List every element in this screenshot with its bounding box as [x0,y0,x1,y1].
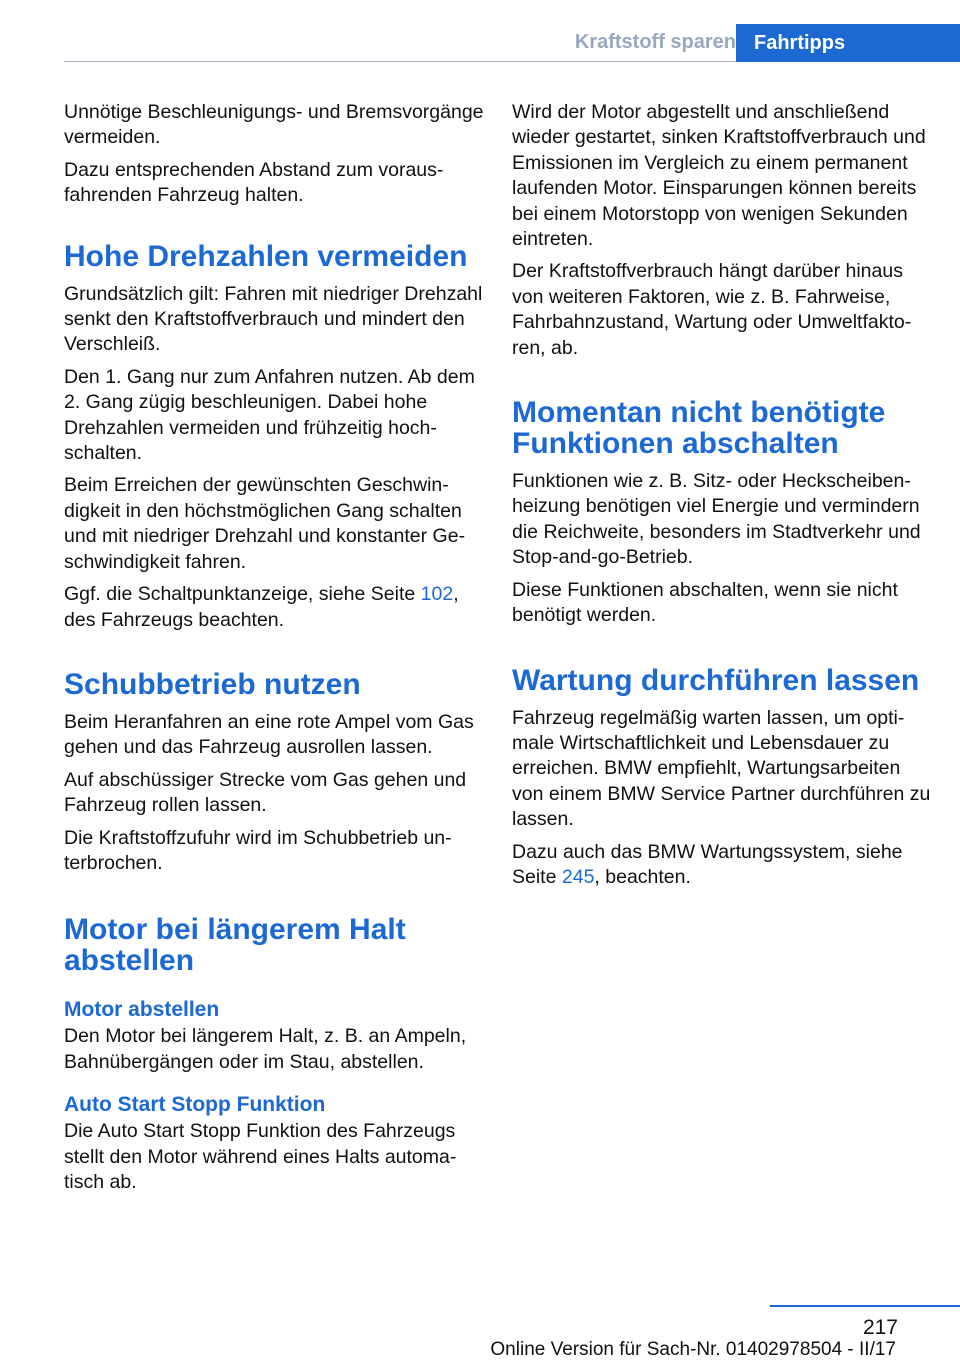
heading-schubbetrieb: Schubbetrieb nutzen [64,667,361,701]
heading-motor-abstellen: Motor bei längerem Halt abstellen [64,913,406,978]
page-number: 217 [862,1316,898,1339]
heading-hohe-drehzahlen: Hohe Drehzahlen vermeiden [64,239,468,273]
paragraph: Unnötige Beschleunigungs- und Bremsvorgänge vermeiden. [64,101,484,149]
paragraph: Die Kraftstoffzufuhr wird im Schubbetrieb unterbrochen. [64,826,452,874]
text: , des Fahrzeugs beachten. [64,583,459,631]
paragraph: Auf abschüssiger Strecke vom Gas gehen und Fahrzeug rollen lassen. [64,768,467,817]
paragraph-with-link [64,582,484,633]
footer-rule [770,1305,960,1307]
paragraph: Beim Heranfahren an eine rote Ampel vom Gas gehen und das Fahrzeug ausrollen lassen. [64,710,474,759]
paragraph: Beim Erreichen der gewünschten Geschwindigkeit in den höchstmöglichen Gang schalten und mit niedriger Drehzahl und konstanter Geschwindigkeit fahren. [64,474,466,573]
paragraph: Funktionen wie z. B. Sitz- oder Heckscheibenheizung benötigen viel Energie und vermindern die Reichweite, besonders im Stadtverkehr und Stop-and-go-Betrieb. [512,470,921,569]
paragraph: Den Motor bei längerem Halt, z. B. an Ampeln, Bahnübergängen oder im Stau, abstellen. [64,1025,467,1073]
page-link-102[interactable]: 102 [420,583,454,606]
paragraph-with-link [512,840,932,891]
paragraph: Diese Funktionen abschalten, wenn sie nicht benötigt werden. [512,578,898,627]
paragraph: Wird der Motor abgestellt und anschließend wieder gestartet, sinken Kraftstoffverbrauch und Emissionen im Vergleich zu einem permanent laufenden Motor. Einsparungen können bereits bei einem Motorstopp von wenigen Sekunden eintreten. [512,101,926,251]
subheading-motor-abstellen: Motor abstellen [64,998,220,1022]
text: Dazu auch das BMW Wartungssystem, siehe Seite [512,840,903,888]
subheading-auto-start-stopp: Auto Start Stopp Funktion [64,1093,326,1117]
paragraph: Grundsätzlich gilt: Fahren mit niedriger Drehzahl senkt den Kraftstoffverbrauch und mindert den Verschleiß. [64,282,483,356]
header-chapter-tab: Fahrtipps [736,24,960,62]
paragraph: Dazu entsprechenden Abstand zum vorausfahrenden Fahrzeug halten. [64,158,444,207]
text: , beachten. [594,865,691,888]
paragraph: Die Auto Start Stopp Funktion des Fahrzeugs stellt den Motor während eines Halts automatisch ab. [64,1120,457,1193]
text: Ggf. die Schaltpunktanzeige, siehe Seite [64,583,421,606]
header-section-title: Kraftstoff sparen [574,31,736,53]
paragraph: Der Kraftstoffverbrauch hängt darüber hinaus von weiteren Faktoren, wie z. B. Fahrweise, Fahrbahnzustand, Wartung oder Umweltfaktoren, ab. [512,260,912,359]
heading-wartung: Wartung durchführen lassen [512,663,920,697]
right-column [512,100,932,897]
left-column [64,100,484,1202]
heading-funktionen-abschalten: Momentan nicht benötigte Funktionen abschalten [512,396,886,461]
footer-note: Online Version für Sach-Nr. 01402978504 - II/17 [490,1339,896,1360]
page-link-245[interactable]: 245 [561,865,595,888]
paragraph: Den 1. Gang nur zum Anfahren nutzen. Ab dem 2. Gang zügig beschleunigen. Dabei hohe Drehzahlen vermeiden und frühzeitig hochschalten. [64,365,475,465]
paragraph: Fahrzeug regelmäßig warten lassen, um optimale Wirtschaftlichkeit und Lebensdauer zu erreichen. BMW empfiehlt, Wartungsarbeiten von einem BMW Service Partner durchführen zu lassen. [512,706,931,831]
